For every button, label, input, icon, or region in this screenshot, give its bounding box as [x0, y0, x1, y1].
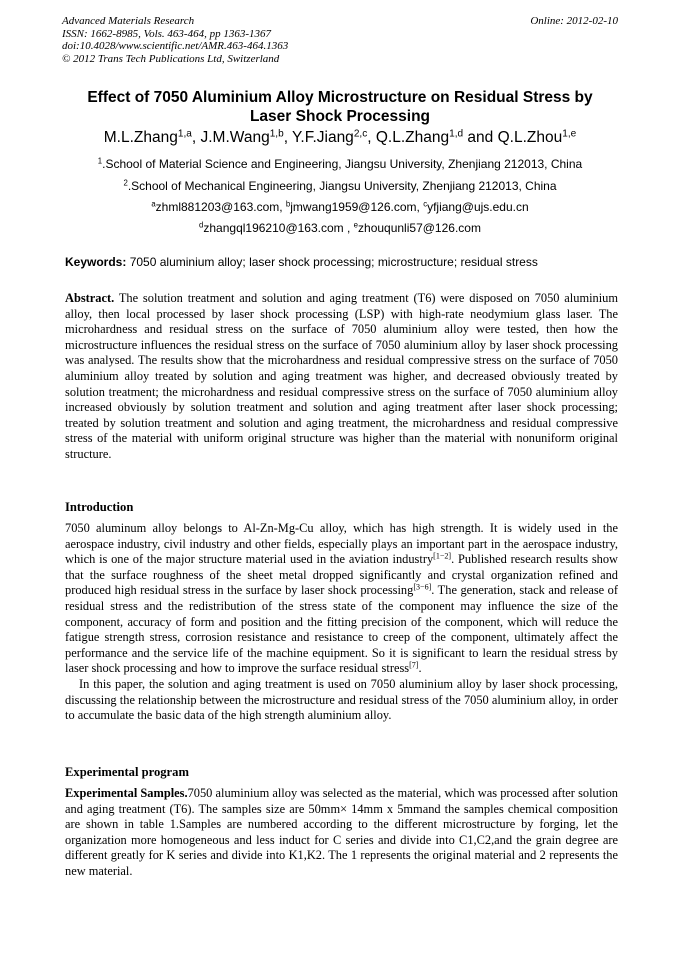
intro-text: . The generation, stack and release of residual stress and the redistribution of the stress state of the component may influence the size of the component, accuracy of form and position and the fitting precision of the component, which will reduce the fatigue strength stress, corrosion resistance and resistance to creep of the component, ultimately affect the performance and the service life of the machine equipment. So it is significant to learn the residual stress by laser shock processing and how to improve the surface residual stress [65, 583, 618, 676]
email-address[interactable]: zhml881203@163.com, [155, 200, 286, 214]
experimental-section [65, 786, 618, 880]
affiliation-number: 2 [123, 178, 128, 188]
author-name: Q.L.Zhang [375, 129, 450, 146]
email-mark: a [151, 199, 156, 209]
email-address[interactable]: jmwang1959@126.com, [290, 200, 424, 214]
affiliation-text: .School of Material Science and Engineering, Jiangsu University, Zhenjiang 212013, China [102, 157, 583, 171]
email-address[interactable]: yfjiang@ujs.edu.cn [427, 200, 529, 214]
email-mark: c [423, 199, 428, 209]
author-separator: , [367, 129, 376, 146]
author-separator: and [463, 129, 498, 146]
email-line-2 [62, 221, 618, 236]
citation[interactable]: [3−6] [413, 582, 432, 592]
keywords-label: Keywords: [65, 255, 127, 269]
citation[interactable]: [1−2] [433, 551, 452, 561]
email-mark: d [199, 220, 204, 230]
affiliation-text: .School of Mechanical Engineering, Jiangsu University, Zhenjiang 212013, China [127, 179, 557, 193]
author-affiliation-mark: 2,c [353, 128, 368, 140]
paper-title [62, 88, 618, 126]
online-date: Online: 2012-02-10 [530, 15, 618, 27]
issn-line: ISSN: 1662-8985, Vols. 463-464, pp 1363-1367 [62, 27, 271, 40]
experimental-paragraph [65, 786, 618, 880]
author-separator: , [191, 129, 201, 146]
email-mark: e [353, 220, 359, 230]
affiliation-2 [62, 179, 618, 194]
author-affiliation-mark: 1,a [177, 128, 192, 140]
introduction-paragraph-1 [65, 521, 618, 677]
affiliation-number: 1 [97, 156, 103, 166]
intro-text: 7050 aluminum alloy belongs to Al-Zn-Mg-Cu alloy, which has high strength. It is widely used in the aerospace industry, civil industry and other fields, especially plays an important part in the aerospace industry, which is one of the major structure material used in the aviation industry [65, 521, 618, 567]
introduction-heading: Introduction [65, 500, 134, 514]
abstract-text: The solution treatment and solution and aging treatment (T6) were disposed on 7050 aluminium alloy, then local processed by laser shock processing (LSP) with high-rate neodymium glass laser. The microhardness and residual stress on the surface of 7050 aluminium alloy were tested, then how the microstructure influences the residual stress on the surface of 7050 aluminium alloy by laser shock processing was analysed. The results show that the microhardness and residual compressive stress on the surface of 7050 aluminium alloy treated by solution and aging treatment was higher, and decreased obviously treated by solution treatment; the microhardness and residual compressive stress on the surface of 7050 aluminium alloy increased obviously by solution treatment and solution and aging treatment after laser shock processing; treated by solution treatment and solution and aging treatment, the microhardness and residual compressive stress of the material with uniform original structure was higher than the material with nonuniform original structure. [65, 291, 618, 461]
title-line-2: Laser Shock Processing [249, 108, 431, 125]
journal-name: Advanced Materials Research [62, 15, 195, 27]
author-affiliation-mark: 1,b [269, 128, 284, 140]
email-address[interactable]: zhangql196210@163.com , [203, 221, 354, 235]
experimental-label: Experimental Samples. [65, 786, 188, 800]
journal-header [62, 15, 618, 65]
email-address[interactable]: zhouqunli57@126.com [358, 221, 481, 235]
keywords-text: 7050 aluminium alloy; laser shock processing; microstructure; residual stress [126, 255, 538, 269]
author-name: Y.F.Jiang [292, 129, 354, 146]
copyright-line: © 2012 Trans Tech Publications Ltd, Switzerland [62, 52, 280, 65]
experimental-heading: Experimental program [65, 765, 189, 779]
author-name: M.L.Zhang [103, 129, 178, 146]
author-affiliation-mark: 1,d [449, 128, 464, 140]
citation[interactable]: [7] [409, 660, 419, 670]
email-line-1 [62, 200, 618, 215]
experimental-text: 7050 aluminium alloy was selected as the material, which was processed after solution and aging treatment (T6). The samples size are 50mm× 14mm x 5mmand the samples chemical composition are shown in table 1.Samples are numbered according to the different microstructure by forging, let the organization more homogeneous and less induct for C series and divide into C1,C2,and the grain degree are different greatly for K series and divide into K1,K2. The 1 represents the original material and 2 represents the new material. [65, 786, 619, 878]
doi-line: doi:10.4028/www.scientific.net/AMR.463-464.1363 [62, 40, 289, 52]
intro-text: . [418, 661, 422, 676]
author-affiliation-mark: 1,e [562, 128, 577, 140]
introduction-section [65, 521, 618, 724]
abstract-label: Abstract. [65, 291, 115, 305]
author-separator: , [283, 129, 293, 146]
author-name: J.M.Wang [200, 129, 270, 146]
abstract-paragraph [65, 291, 618, 463]
email-mark: b [285, 199, 291, 209]
title-line-1: Effect of 7050 Aluminium Alloy Microstructure on Residual Stress by [87, 89, 593, 106]
author-name: Q.L.Zhou [497, 129, 563, 146]
author-list [62, 128, 618, 148]
keywords-line [65, 255, 618, 270]
introduction-paragraph-2: In this paper, the solution and aging treatment is used on 7050 aluminium alloy by laser shock processing, discussing the relationship between the microstructure and residual stress of the 7050 aluminium alloy, in order to accumulate the basic data of the high strength aluminium alloy. [65, 676, 618, 723]
intro-text: . Published research results show that the surface roughness of the sheet metal dropped significantly and crystal organization refined and produced high residual stress in the surface by laser shock processing [65, 552, 618, 598]
affiliation-1 [62, 157, 618, 172]
